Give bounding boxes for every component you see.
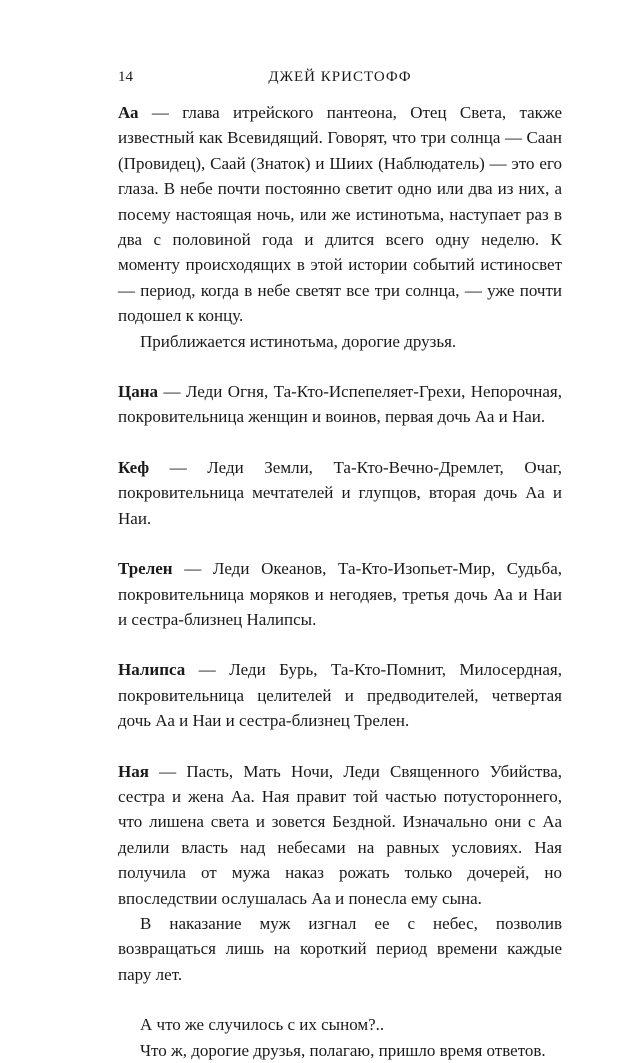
term-aa: Аа xyxy=(118,103,139,122)
term-kef: Кеф xyxy=(118,457,150,477)
entry-aa xyxy=(118,100,562,329)
definition-nalipsa: — Леди Бурь, Та-Кто-Помнит, Милосердная, покровительница целителей и предводителей, четвертая дочь Аа и Наи и сестра-близнец Трелен. xyxy=(118,660,562,731)
entry-naya-continuation: В наказание муж изгнал ее с небес, позволив возвращаться лишь на короткий период времени каждые пару лет. xyxy=(118,913,562,984)
glossary-text xyxy=(118,100,562,1063)
term-naya: Ная xyxy=(118,761,149,781)
closing-question: А что же случилось с их сыном?.. xyxy=(140,1015,385,1035)
term-trelen: Трелен xyxy=(118,559,173,579)
entry-kef xyxy=(118,455,562,531)
entry-aa-continuation: Приближается истинотьма, дорогие друзья. xyxy=(140,331,457,351)
definition-kef: — Леди Земли, Та-Кто-Вечно-Дремлет, Очаг, покровительница мечтателей и глупцов, вторая дочь Аа и Наи. xyxy=(118,457,562,528)
term-nalipsa: Налипса xyxy=(118,660,186,680)
book-author: ДЖЕЙ КРИСТОФФ xyxy=(268,69,412,85)
page-number: 14 xyxy=(118,69,133,85)
entry-tsana xyxy=(118,379,562,430)
definition-trelen: — Леди Океанов, Та-Кто-Изопьет-Мир, Судьба, покровительница моряков и негодяев, третья дочь Аа и Наи и сестра-близнец Налипсы. xyxy=(118,559,562,629)
closing-answer: Что ж, дорогие друзья, полагаю, пришло время ответов. xyxy=(140,1040,546,1060)
entry-naya xyxy=(118,759,562,911)
definition-aa: — глава итрейского пантеона, Отец Света, также известный как Всевидящий. Говорят, что три солнца — Саан (Провидец), Саай (Знаток) и Шиих (Наблюдатель) — это его глаза. В небе почти постоянно светит одно или два из них, а посему настоящая ночь, или же истинотьма, наступает раз в два с половиной года и длится всего одну неделю. К моменту происходящих в этой истории событий истиносвет — период, когда в небе светят все три солнца, — уже почти подошел к концу. xyxy=(118,103,562,326)
definition-naya: — Пасть, Мать Ночи, Леди Священного Убийства, сестра и жена Аа. Ная правит той частью потустороннего, что лишена света и зовется Бездной. Изначально они с Аа делили власть над небесами на равных условиях. Ная получила от мужа наказ рожать только дочерей, но впоследствии ослушалась Аа и понесла ему сына. xyxy=(118,761,562,908)
running-head xyxy=(118,66,562,88)
term-tsana: Цана xyxy=(118,382,159,402)
definition-tsana: — Леди Огня, Та-Кто-Испепеляет-Грехи, Непорочная, покровительница женщин и воинов, первая дочь Аа и Наи. xyxy=(118,382,562,427)
entry-nalipsa xyxy=(118,657,562,733)
entry-trelen xyxy=(118,556,562,632)
